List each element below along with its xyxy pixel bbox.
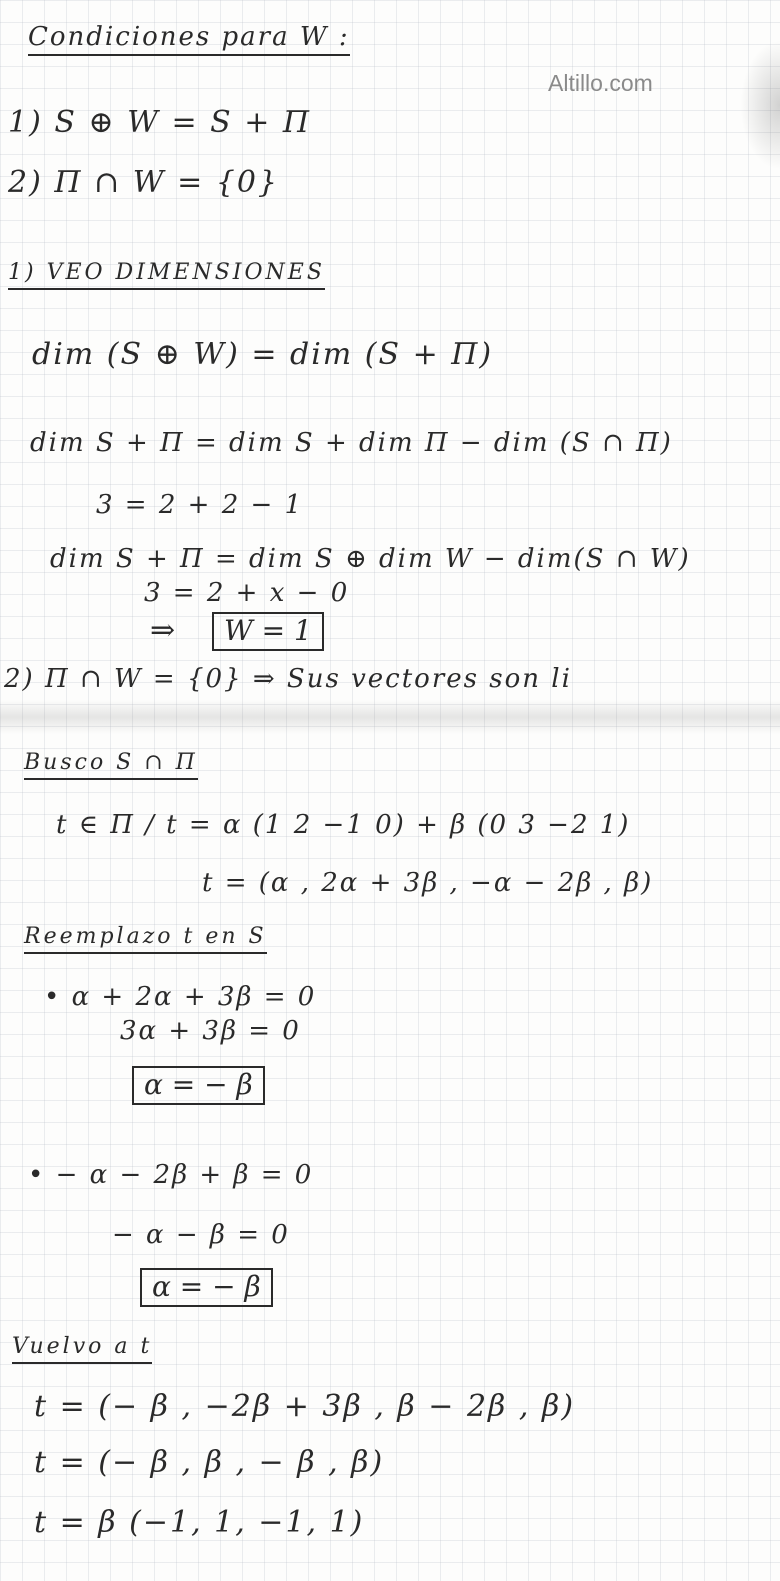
condition-2-analysis: 2) Π ∩ W = {0} ⇒ Sus vectores son li: [4, 664, 572, 694]
heading-intersection: Busco S ∩ Π: [24, 752, 198, 780]
heading-conditions: Condiciones para W :: [28, 24, 350, 56]
equation-substitution-1-simplified: 3α + 3β = 0: [120, 1016, 301, 1046]
implies-arrow: ⇒: [150, 613, 178, 648]
heading-replace: Reemplazo t en S: [24, 926, 267, 954]
heading-back-to-t: Vuelvo a t: [12, 1336, 152, 1364]
equation-dim-sum: dim (S ⊕ W) = dim (S + Π): [32, 337, 494, 372]
equation-dim-direct-values: 3 = 2 + x − 0: [144, 578, 350, 608]
condition-2: 2) Π ∩ W = {0}: [8, 165, 280, 200]
result-box-alpha-1: α = − β: [132, 1066, 265, 1105]
equation-t-simplified: t = (− β , β , − β , β): [34, 1445, 385, 1480]
equation-substitution-2: • − α − 2β + β = 0: [28, 1160, 314, 1190]
margin-smudge: [740, 40, 780, 170]
equation-t-components: t = (α , 2α + 3β , −α − 2β , β): [202, 868, 654, 898]
result-box-alpha-2: α = − β: [140, 1268, 273, 1307]
condition-1: 1) S ⊕ W = S + Π: [8, 105, 312, 140]
equation-dim-direct: dim S + Π = dim S ⊕ dim W − dim(S ∩ W): [50, 544, 691, 574]
heading-dimensions: 1) VEO DIMENSIONES: [8, 262, 325, 290]
equation-substitution-2-simplified: − α − β = 0: [112, 1220, 290, 1250]
equation-t-definition: t ∈ Π / t = α (1 2 −1 0) + β (0 3 −2 1): [56, 810, 631, 840]
equation-t-final: t = β (−1, 1, −1, 1): [34, 1505, 365, 1540]
equation-dim-formula: dim S + Π = dim S + dim Π − dim (S ∩ Π): [30, 428, 673, 458]
equation-t-substituted: t = (− β , −2β + 3β , β − 2β , β): [34, 1389, 576, 1424]
result-box-dim-w: W = 1: [212, 612, 324, 651]
watermark: Altillo.com: [548, 70, 653, 96]
page-fold-shadow: [0, 700, 780, 734]
equation-dim-values: 3 = 2 + 2 − 1: [96, 490, 304, 520]
equation-substitution-1: • α + 2α + 3β = 0: [44, 982, 317, 1012]
